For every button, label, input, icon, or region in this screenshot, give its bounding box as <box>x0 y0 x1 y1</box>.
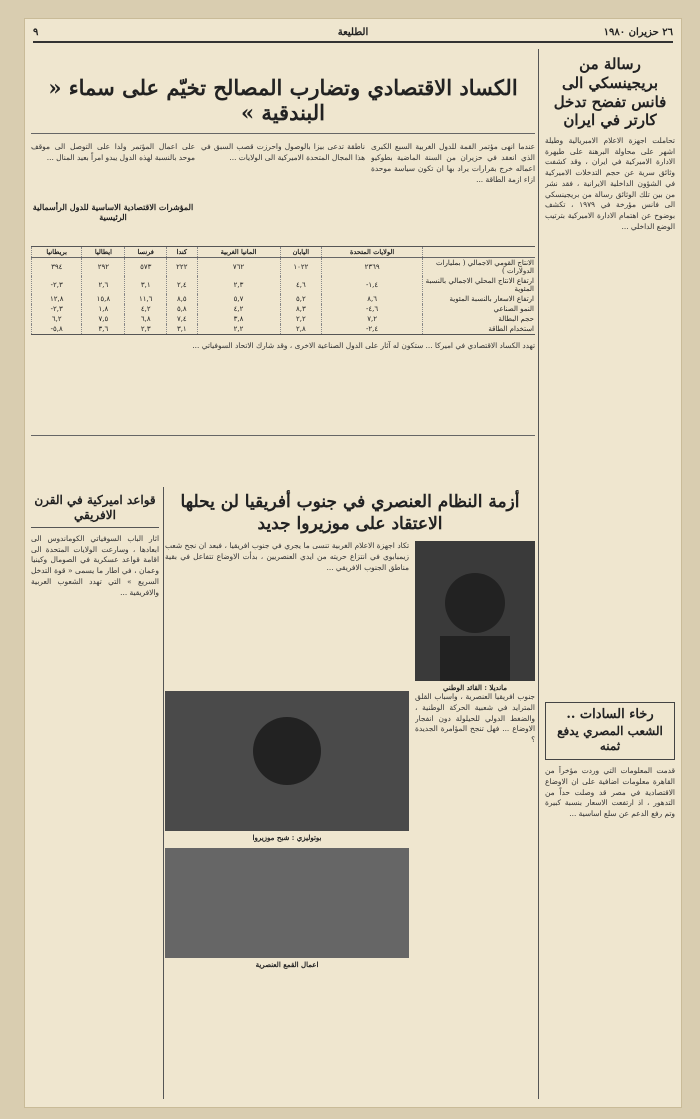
table-cell: ٢,٤ <box>167 276 198 294</box>
main-col2: ناطقة تدعى بيزا بالوصول واحرزت قصب السبق في هذا المجال المتحدة الاميركية الى الولايات ... <box>201 142 365 163</box>
table-cell: ٥٧٣ <box>125 258 167 277</box>
table-row <box>32 324 536 334</box>
table-cell: ١٥,٨ <box>82 294 125 304</box>
main-columns <box>31 142 535 242</box>
table-cell: ٢,٦ <box>82 276 125 294</box>
table-cell: ١,٨ <box>82 304 125 314</box>
table-cell: ٢,٣- <box>32 276 82 294</box>
table-cell: ٨,٥ <box>167 294 198 304</box>
table-row-label: ارتفاع الانتاج المحلي الاجمالي بالنسبة المئوية <box>423 276 536 294</box>
table-row <box>32 294 536 304</box>
table-cell: ٣,١ <box>167 324 198 334</box>
left-body: اثار الباب السوفياتي الكوماندوس الى ابعادها ، وسارعت الولايات المتحدة الى اقامة قواعد عسكرية في الصومال وكينيا وعمان ، في اطار ما يسمى « قوة التدخل السريع » التي تهدد الشعوب العربية والافريقية ... <box>31 534 159 597</box>
table-cell: ١٠٢٢ <box>280 258 322 277</box>
table-cell: ٢,٤- <box>322 324 423 334</box>
right-body: تحاملت اجهزة الاعلام الامبريالية وطيلة اشهر على محاولة البرهنة على طيهرة الادارة الاميركية في ايران ، وقد كشفت وثائق سرية عن حجم التدخلات الاميركية في الشؤون الداخلية الايرانية ، فقد نشر من بين تلك الوثائق رسالة من بريجينسكي الى فانس مؤرخة في ١٩٧٩ ، تكشف بوضوح عن اهتمام الادارة الاميركية بترتيب الوضع الداخلي ... <box>545 136 675 231</box>
table-cell: ٥,٢ <box>280 294 322 304</box>
table-cell: ٢,٢ <box>197 324 280 334</box>
table-cell: ١٢,٨ <box>32 294 82 304</box>
newspaper-page <box>24 18 682 1108</box>
main-lower-text: تهدد الكساد الاقتصادي في اميركا ... ستكون له آثار على الدول الصناعية الاخرى ، وقد شارك الاتحاد السوفياتي ... <box>31 341 535 436</box>
photo3-caption: اعمال القمع العنصرية <box>255 960 319 970</box>
table-cell: ٢,٨ <box>280 324 322 334</box>
main-headline: الكساد الاقتصادي وتضارب المصالح تخيّم على سماء « البندقية » <box>31 75 535 134</box>
table-cell: ٣,١ <box>125 276 167 294</box>
right-kicker2-bottom: الشعب المصري يدفع ثمنه <box>557 723 663 754</box>
main-col3-text: على اعمال المؤتمر ولدا على التوصل الى موقف موحد بالنسبة لهذه الدول يبدو امراً بعيد المنال ... <box>31 142 195 163</box>
table-cell: ٦,٨ <box>125 314 167 324</box>
table-cell: ٨,٣ <box>280 304 322 314</box>
table-cell: ٢٩٢ <box>82 258 125 277</box>
table-cell: ٧,٥ <box>82 314 125 324</box>
table-cell: ٧,٢ <box>322 314 423 324</box>
table-cell: ٢٢٢ <box>167 258 198 277</box>
person-icon <box>415 541 535 681</box>
table-row <box>32 314 536 324</box>
table-row-label: الانتاج القومي الاجمالي ( بمليارات الدولارات ) <box>423 258 536 277</box>
table-cell: ٢,٣- <box>32 304 82 314</box>
table-cell: ٢٣٦٩ <box>322 258 423 277</box>
table-col-header: المانيا الغربية <box>197 247 280 258</box>
table-row <box>32 276 536 294</box>
page-date: ٢٦ حزيران ١٩٨٠ <box>603 26 673 38</box>
table-col-header: الولايات المتحدة <box>322 247 423 258</box>
photo1-caption: مانديلا : القائد الوطني <box>442 683 508 693</box>
table-cell: ٤,٢ <box>197 304 280 314</box>
table-cell: ٤,٢ <box>125 304 167 314</box>
africa-headline: أزمة النظام العنصري في جنوب أفريقيا لن يحلها الاعتقاد على موزيروا جديد <box>180 492 520 535</box>
table-cell: ٣,٨ <box>197 314 280 324</box>
table-row-label: ارتفاع الاسعار بالنسبة المئوية <box>423 294 536 304</box>
page-number: ٩ <box>33 26 39 38</box>
table-cell: ٥,٧ <box>197 294 280 304</box>
table-cell: ٥,٨ <box>167 304 198 314</box>
table-cell: ٧,٤ <box>167 314 198 324</box>
table-cell: ٢,٣ <box>125 324 167 334</box>
table-row-label: حجم البطالة <box>423 314 536 324</box>
africa-body: تكاد اجهزة الاعلام الغربية تنسى ما يجري في جنوب افريقيا ، فبعد ان نجح شعب زيمبابوي في انتزاع حريته من ايدي العنصريين ، بدأت الاوضاع تتفاعل في بقية مناطق الجنوب الافريقي ... <box>165 541 409 572</box>
table-cell: ٤,٦- <box>322 304 423 314</box>
right-body2: قدمت المعلومات التي وردت مؤخراً من القاهرة معلومات اضافية على ان الاوضاع الاقتصادية في مصر قد وصلت حداً من التدهور ، اذ ارتفعت الاسعار بنسبة كبيرة وتم رفع الدعم عن سلع اساسية ... <box>545 766 675 819</box>
table-cell: ٢,٢ <box>280 314 322 324</box>
table-cell: ٣,٦ <box>82 324 125 334</box>
right-kicker2 <box>545 702 675 760</box>
table-corner <box>423 247 536 258</box>
table-cell: ١١,٦ <box>125 294 167 304</box>
table-cell: ٨,٦ <box>322 294 423 304</box>
right-kicker: رسالة من بريجينسكي الى فانس تفضح تدخل كارتر في ايران <box>553 55 667 130</box>
table-col-header: كندا <box>167 247 198 258</box>
table-cell: ٣٩٤ <box>32 258 82 277</box>
photo-buthelezi <box>165 691 409 831</box>
table-cell: ١,٤- <box>322 276 423 294</box>
table-col-header: بريطانيا <box>32 247 82 258</box>
person-icon <box>165 691 409 831</box>
page-header <box>33 23 673 43</box>
right-kicker2-top: رخاء السادات .. <box>566 707 654 722</box>
table-col-header: اليابان <box>280 247 322 258</box>
table-cell: ٥,٨- <box>32 324 82 334</box>
indicators-table <box>31 246 535 335</box>
table-title: المؤشرات الاقتصادية الاساسية للدول الرأسمالية الرئيسية <box>32 202 194 223</box>
section-name: الطليعة <box>337 26 369 38</box>
main-area <box>31 49 535 1099</box>
photo-mandela <box>415 541 535 681</box>
table-cell: ٤,٦ <box>280 276 322 294</box>
africa-section <box>165 487 535 1099</box>
right-column <box>538 49 675 1099</box>
main-col1: عندما انهى مؤتمر القمة للدول الغربية السبع الكبرى الذي انعقد في حزيران من السنة الماضية بطوكيو اعماله خرج بقرارات يراد بها ان تكون سياسة موحدة ازاء ازمة الطاقة ... <box>371 142 535 184</box>
left-kicker: قواعد اميركية في القرن الافريقي <box>31 493 159 528</box>
table-col-header: ايطاليا <box>82 247 125 258</box>
table-row-label: استخدام الطاقة <box>423 324 536 334</box>
table-row <box>32 304 536 314</box>
main-col3 <box>31 142 195 242</box>
table-col-header: فرنسا <box>125 247 167 258</box>
table-cell: ٦,٢ <box>32 314 82 324</box>
photo2-caption: بوتوليزي : شبح موزيروا <box>252 833 322 843</box>
table-cell: ٢,٣ <box>197 276 280 294</box>
table-row-label: النمو الصناعي <box>423 304 536 314</box>
table-row <box>32 258 536 277</box>
africa-body2: جنوب افريقيا العنصرية ، واسباب القلق المترايد في شعبية الحركة الوطنية ، والضغط الدولي للحيلولة دون انفجار الاوضاع ... فهل تنجح المؤامرة الجديدة ؟ <box>415 692 535 745</box>
table-cell: ٧٦٢ <box>197 258 280 277</box>
photo-repression <box>165 848 409 958</box>
left-column <box>31 487 164 1099</box>
